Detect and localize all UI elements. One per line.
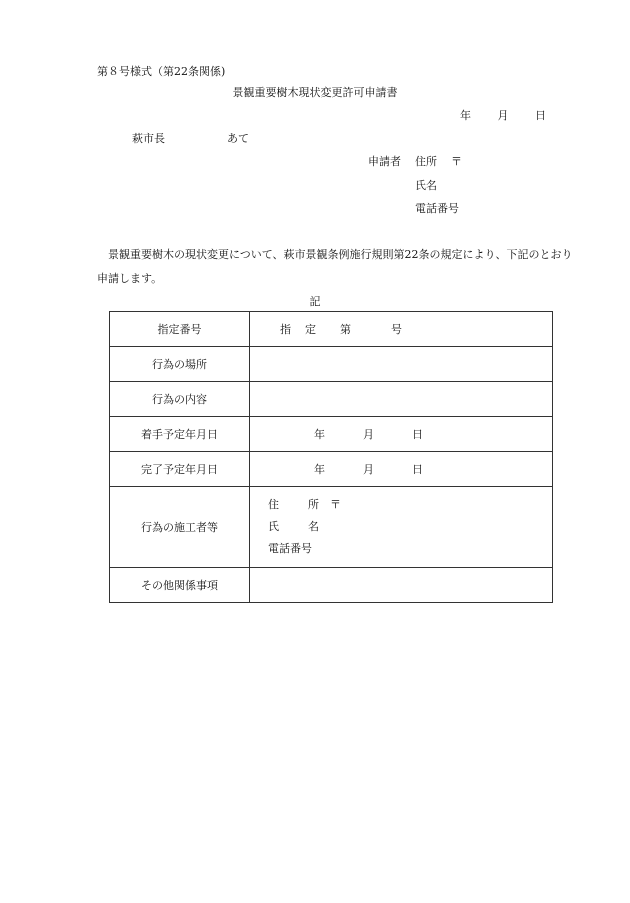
start-year-label: 年 [314,428,325,441]
addressee-name: 萩市長 [132,132,165,145]
start-date-value[interactable] [250,417,553,452]
designation-value[interactable] [250,312,553,347]
table-row [110,452,553,487]
application-table [109,311,553,603]
designation-gou: 号 [391,323,402,336]
date-year-label: 年 [460,109,471,122]
applicant-label: 申請者 [368,155,401,168]
designation-tei: 定 [305,323,316,336]
start-month-label: 月 [363,428,374,441]
table-row [110,487,553,568]
addressee-suffix: あて [227,132,249,145]
postal-mark: 〒 [451,155,462,168]
designation-dai: 第 [340,323,351,336]
contractor-name-b: 名 [308,520,319,533]
end-year-label: 年 [314,463,325,476]
designation-shi: 指 [280,323,291,336]
other-label: その他関係事項 [110,568,250,603]
postal-mark: 〒 [330,498,341,511]
table-row [110,347,553,382]
table-row [110,312,553,347]
applicant-address-label: 住所 [415,155,437,168]
table-row [110,382,553,417]
body-text: 景観重要樹木の現状変更について、萩市景観条例施行規則第22条の規定により、下記のとおり申請します。 [97,248,573,285]
contractor-value[interactable] [250,487,553,568]
table-row [110,417,553,452]
content-value[interactable] [250,382,553,417]
contractor-name-row [268,516,552,538]
page-title: 景観重要樹木現状変更許可申請書 [232,86,398,99]
end-date-label: 完了予定年月日 [110,452,250,487]
applicant-name-label: 氏名 [415,179,437,192]
application-date [460,107,546,123]
contractor-address-row [268,494,552,516]
contractor-addr-a: 住 [268,498,279,511]
location-label: 行為の場所 [110,347,250,382]
ki-heading: 記 [309,295,321,308]
end-month-label: 月 [363,463,374,476]
start-date-label: 着手予定年月日 [110,417,250,452]
form-number: 第８号様式（第22条関係) [97,65,226,78]
location-value[interactable] [250,347,553,382]
end-date-value[interactable] [250,452,553,487]
other-value[interactable] [250,568,553,603]
contractor-addr-b: 所 [308,498,319,511]
contractor-name-a: 氏 [268,520,279,533]
applicant-tel-label: 電話番号 [415,202,459,215]
content-label: 行為の内容 [110,382,250,417]
start-day-label: 日 [412,428,423,441]
table-row [110,568,553,603]
end-day-label: 日 [412,463,423,476]
contractor-tel-label: 電話番号 [268,542,312,555]
applicant-address [415,153,462,169]
designation-label: 指定番号 [110,312,250,347]
date-day-label: 日 [535,109,546,122]
date-month-label: 月 [497,109,509,122]
contractor-label: 行為の施工者等 [110,487,250,568]
